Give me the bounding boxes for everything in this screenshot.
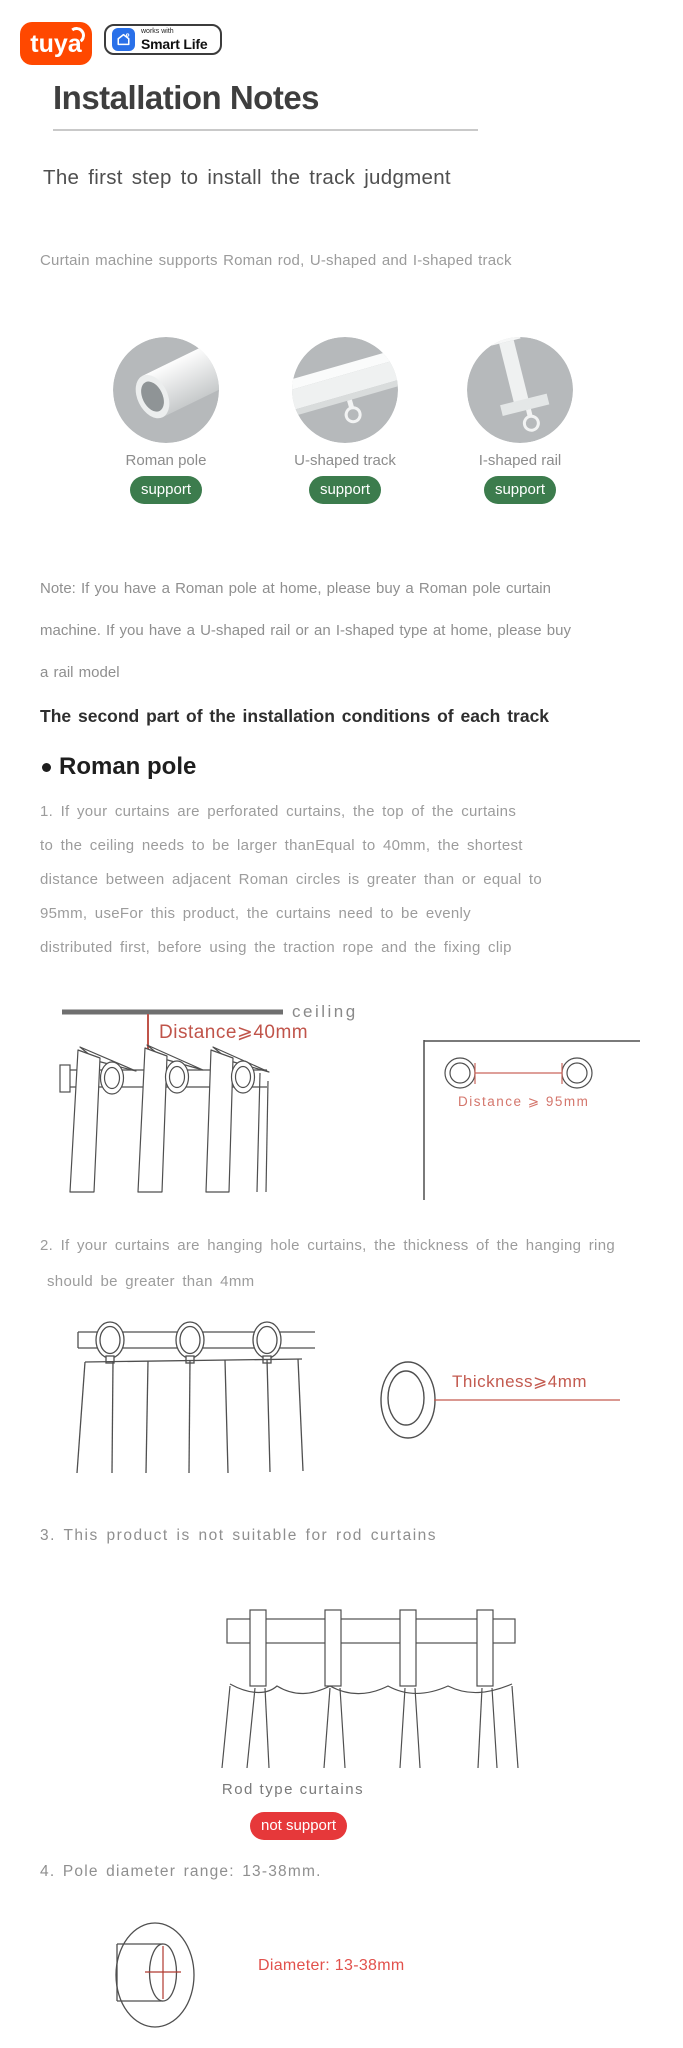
- step1-heading: The first step to install the track judgment: [43, 166, 451, 189]
- track-option-roman-pole: [96, 337, 236, 504]
- ceiling-label: ceiling: [292, 1002, 358, 1021]
- i-shaped-rail-image: [467, 337, 573, 443]
- smart-life-home-icon: [112, 28, 135, 51]
- rule3-text: 3. This product is not suitable for rod curtains: [40, 1527, 438, 1544]
- bullet-dot-icon: [42, 763, 51, 772]
- distance-40mm-label: Distance⩾40mm: [159, 1022, 309, 1043]
- roman-pole-image: [113, 337, 219, 443]
- support-badge: support: [309, 476, 381, 504]
- step1-intro: Curtain machine supports Roman rod, U-shaped and I-shaped track: [40, 252, 512, 269]
- roman-pole-subheading: [42, 753, 196, 781]
- rule2-line: should be greater than 4mm: [47, 1273, 255, 1290]
- thickness-4mm-label: Thickness⩾4mm: [452, 1372, 588, 1391]
- u-shaped-track-image: [292, 337, 398, 443]
- smart-life-badge-text: [141, 28, 207, 51]
- works-with-smart-life-badge: [104, 24, 222, 55]
- note-line: Note: If you have a Roman pole at home, please buy a Roman pole curtain: [40, 580, 551, 597]
- track-label: U-shaped track: [294, 452, 396, 469]
- rod-type-curtain-diagram: [222, 1610, 518, 1768]
- rule1-line: distributed first, before using the traction rope and the fixing clip: [40, 939, 512, 956]
- rule1-line: distance between adjacent Roman circles is greater than or equal to: [40, 871, 543, 888]
- tuya-logo-text: tuya: [30, 30, 82, 58]
- rule4-text: 4. Pole diameter range: 13-38mm.: [40, 1863, 322, 1880]
- rule1-line: 1. If your curtains are perforated curtains, the top of the curtains: [40, 803, 517, 820]
- works-with-label: works with: [141, 28, 174, 35]
- support-badge: support: [130, 476, 202, 504]
- tuya-logo: [20, 22, 92, 65]
- track-option-i-shaped: [450, 337, 590, 504]
- pole-diameter-diagram: [116, 1923, 194, 2027]
- rule1-line: 95mm, useFor this product, the curtains need to be evenly: [40, 905, 471, 922]
- ring-curtain-diagram: [77, 1322, 620, 1473]
- not-support-badge: not support: [250, 1812, 347, 1840]
- step2-heading: The second part of the installation conditions of each track: [40, 706, 550, 726]
- page-title: Installation Notes: [53, 79, 320, 116]
- title-divider: [53, 129, 478, 131]
- rule2-line: 2. If your curtains are hanging hole curtains, the thickness of the hanging ring: [40, 1237, 615, 1254]
- track-label: I-shaped rail: [478, 452, 562, 469]
- track-label: Roman pole: [125, 452, 207, 469]
- note-line: machine. If you have a U-shaped rail or an I-shaped type at home, please buy: [40, 622, 571, 639]
- note-line: a rail model: [40, 664, 120, 681]
- roman-pole-subheading-text: Roman pole: [59, 753, 197, 780]
- diameter-label: Diameter: 13-38mm: [258, 1957, 405, 1974]
- track-option-u-shaped: [275, 337, 415, 504]
- support-badge: support: [484, 476, 556, 504]
- smart-life-label: Smart Life: [141, 36, 208, 52]
- distance-95mm-label: Distance ⩾ 95mm: [458, 1094, 590, 1109]
- rod-type-curtains-caption: Rod type curtains: [221, 1781, 365, 1798]
- rule1-line: to the ceiling needs to be larger thanEqual to 40mm, the shortest: [40, 837, 523, 854]
